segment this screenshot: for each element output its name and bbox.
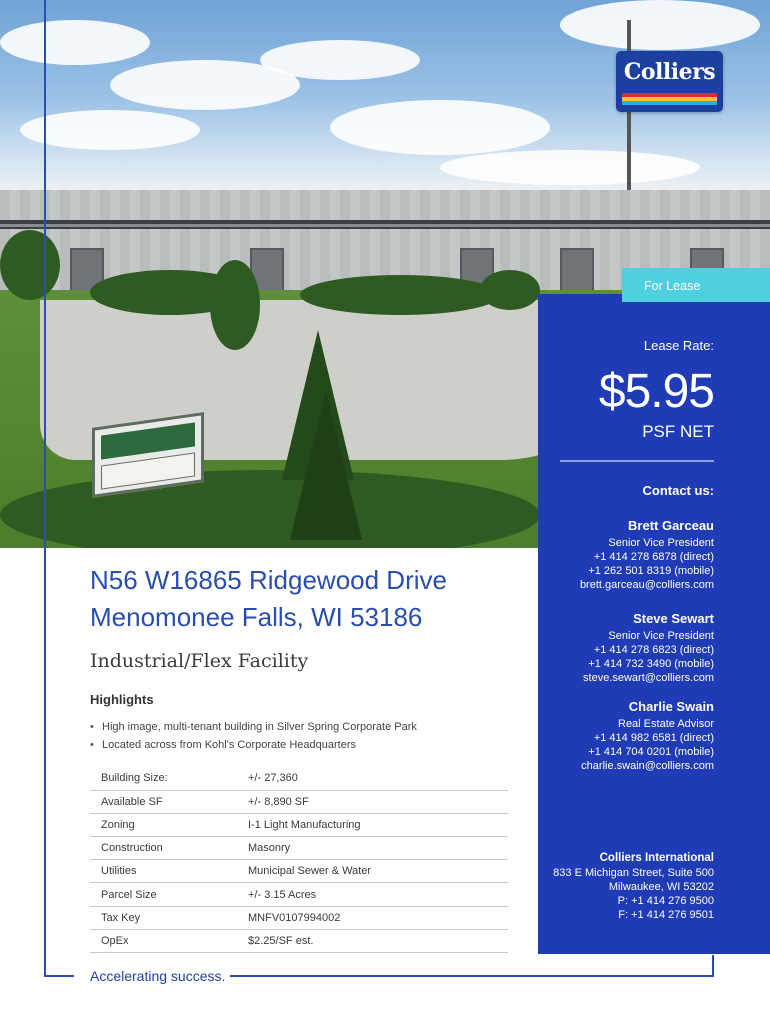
contact-email[interactable]: brett.garceau@colliers.com (579, 579, 714, 591)
spec-label: Utilities (90, 860, 248, 883)
office-address (504, 852, 714, 922)
table-row (90, 883, 508, 906)
spec-value: $2.25/SF est. (248, 929, 508, 952)
contact-title: Senior Vice President (608, 537, 714, 549)
table-row (90, 837, 508, 860)
table-row (90, 929, 508, 952)
table-row (90, 767, 508, 790)
contact-mobile-phone[interactable]: +1 414 732 3490 (mobile) (588, 658, 714, 670)
spec-label: Building Size: (90, 767, 248, 790)
table-row (90, 906, 508, 929)
spec-value: +/- 27,360 (248, 767, 508, 790)
contact-email[interactable]: steve.sewart@colliers.com (583, 672, 714, 684)
spec-value: Masonry (248, 837, 508, 860)
for-lease-badge: For Lease (622, 268, 770, 302)
contact-panel (538, 294, 770, 954)
spec-label: OpEx (90, 929, 248, 952)
spec-label: Available SF (90, 790, 248, 813)
footer-tagline: Accelerating success. (90, 968, 226, 984)
spec-value: I-1 Light Manufacturing (248, 813, 508, 836)
list-item: • Located across from Kohl's Corporate Headquarters (90, 736, 417, 754)
lease-rate-label: Lease Rate: (643, 338, 714, 353)
table-row (90, 813, 508, 836)
contact-mobile-phone[interactable]: +1 414 704 0201 (mobile) (588, 746, 714, 758)
contact-title: Real Estate Advisor (618, 718, 714, 730)
contact-name: Brett Garceau (628, 518, 714, 533)
contact-title: Senior Vice President (608, 630, 714, 642)
highlights-list (90, 718, 417, 754)
divider (560, 460, 714, 462)
contact-card (514, 699, 714, 773)
table-row (90, 790, 508, 813)
office-name: Colliers International (599, 852, 714, 864)
spec-value: MNFV0107994002 (248, 906, 508, 929)
contact-mobile-phone[interactable]: +1 262 501 8319 (mobile) (588, 565, 714, 577)
contact-name: Charlie Swain (628, 699, 714, 714)
property-type: Industrial/Flex Facility (90, 650, 309, 672)
frame-line (44, 0, 46, 976)
spec-label: Parcel Size (90, 883, 248, 906)
colliers-logo (616, 51, 723, 112)
contact-direct-phone[interactable]: +1 414 278 6878 (direct) (593, 551, 714, 563)
lease-rate-value: $5.95 (598, 365, 714, 418)
spec-label: Tax Key (90, 906, 248, 929)
contact-card (514, 518, 714, 592)
lease-rate-unit: PSF NET (642, 422, 714, 441)
highlights-heading: Highlights (90, 692, 154, 707)
list-item: • High image, multi-tenant building in Silver Spring Corporate Park (90, 718, 417, 736)
spec-value: +/- 3.15 Acres (248, 883, 508, 906)
contact-email[interactable]: charlie.swain@colliers.com (581, 760, 714, 772)
logo-wordmark: Colliers (623, 59, 716, 85)
contact-direct-phone[interactable]: +1 414 278 6823 (direct) (593, 644, 714, 656)
office-street: 833 E Michigan Street, Suite 500 (553, 867, 714, 879)
contact-direct-phone[interactable]: +1 414 982 6581 (direct) (593, 732, 714, 744)
property-address (90, 562, 447, 636)
office-city: Milwaukee, WI 53202 (608, 881, 714, 893)
spec-label: Zoning (90, 813, 248, 836)
table-row (90, 860, 508, 883)
office-fax: F: +1 414 276 9501 (618, 909, 714, 921)
office-phone[interactable]: P: +1 414 276 9500 (617, 895, 714, 907)
spec-value: Municipal Sewer & Water (248, 860, 508, 883)
contact-card (514, 611, 714, 685)
spec-label: Construction (90, 837, 248, 860)
contact-name: Steve Sewart (633, 611, 714, 626)
spec-value: +/- 8,890 SF (248, 790, 508, 813)
specs-table (90, 767, 508, 953)
address-line-1: N56 W16865 Ridgewood Drive (90, 565, 447, 595)
address-line-2: Menomonee Falls, WI 53186 (90, 602, 423, 632)
contact-heading: Contact us: (642, 483, 714, 498)
